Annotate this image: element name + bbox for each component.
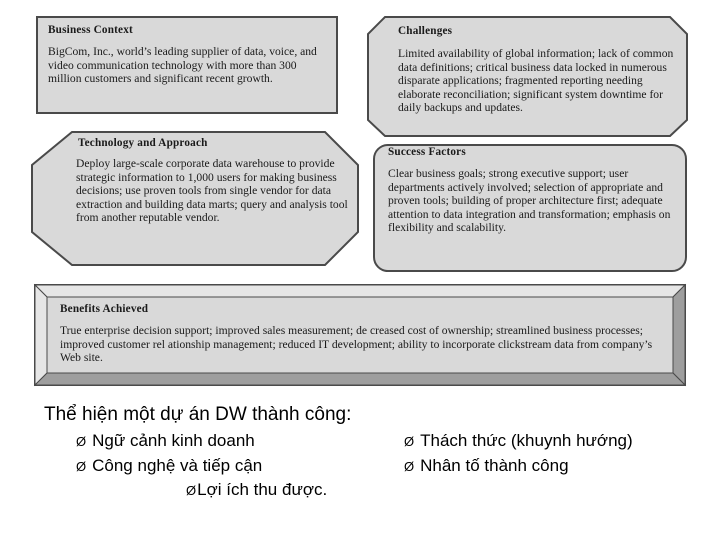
challenges-text: Limited availability of global information; lack of common data definitions; critical business data locked in numerous disparate applications; fragmented reporting needing elaborate reconciliation; significant system downtime for daily backups and updates. [398, 47, 674, 115]
benefits-text: True enterprise decision support; improved sales measurement; de creased cost of ownership; streamlined business processes; improved customer rel ationship management; reduced IT development; ability to incorporate clickstream data from company’s Web site. [60, 324, 653, 365]
arrow-bullet-icon: Ø [76, 459, 87, 474]
bullet-business-context [76, 431, 255, 451]
bullet-success-factors [404, 456, 569, 476]
arrow-bullet-icon: Ø [186, 483, 197, 498]
bullet-text: Lợi ích thu được. [197, 480, 328, 499]
success-factors-title: Success Factors [388, 146, 466, 158]
bullet-text: Công nghệ và tiếp cận [92, 456, 263, 475]
technology-approach-text: Deploy large-scale corporate data warehouse to provide strategic information to 1,000 users for making business decisions; use proven tools from single vendor for data extraction and building data marts; query and analysis tool from another reputable vendor. [76, 157, 348, 225]
arrow-bullet-icon: Ø [404, 434, 415, 449]
benefits-title: Benefits Achieved [60, 303, 149, 315]
challenges-title: Challenges [398, 25, 453, 37]
bullet-technology-approach [76, 456, 262, 476]
technology-approach-title: Technology and Approach [78, 137, 208, 149]
benefits-bevel-right [673, 285, 685, 385]
benefits-bevel-bottom [35, 373, 685, 385]
caption-heading: Thể hiện một dự án DW thành công: [44, 404, 352, 425]
business-context-text: BigCom, Inc., world’s leading supplier of data, voice, and video communication technology with more than 300 million customers and significant recent growth. [48, 45, 317, 86]
benefits-bevel-left [35, 285, 47, 385]
bullet-text: Nhân tố thành công [420, 456, 569, 475]
bullet-challenges [404, 431, 633, 451]
business-context-title: Business Context [48, 24, 133, 36]
bullet-text: Thách thức (khuynh hướng) [420, 431, 633, 450]
arrow-bullet-icon: Ø [76, 434, 87, 449]
benefits-bevel-top [35, 285, 685, 297]
arrow-bullet-icon: Ø [404, 459, 415, 474]
bullet-text: Ngữ cảnh kinh doanh [92, 431, 255, 450]
bullet-benefits [186, 480, 327, 500]
success-factors-text: Clear business goals; strong executive support; user departments actively involved; selection of appropriate and proven tools; building of proper architecture first; adequate attention to data integration and transformation; emphasis on flexibility and scalability. [388, 167, 671, 235]
